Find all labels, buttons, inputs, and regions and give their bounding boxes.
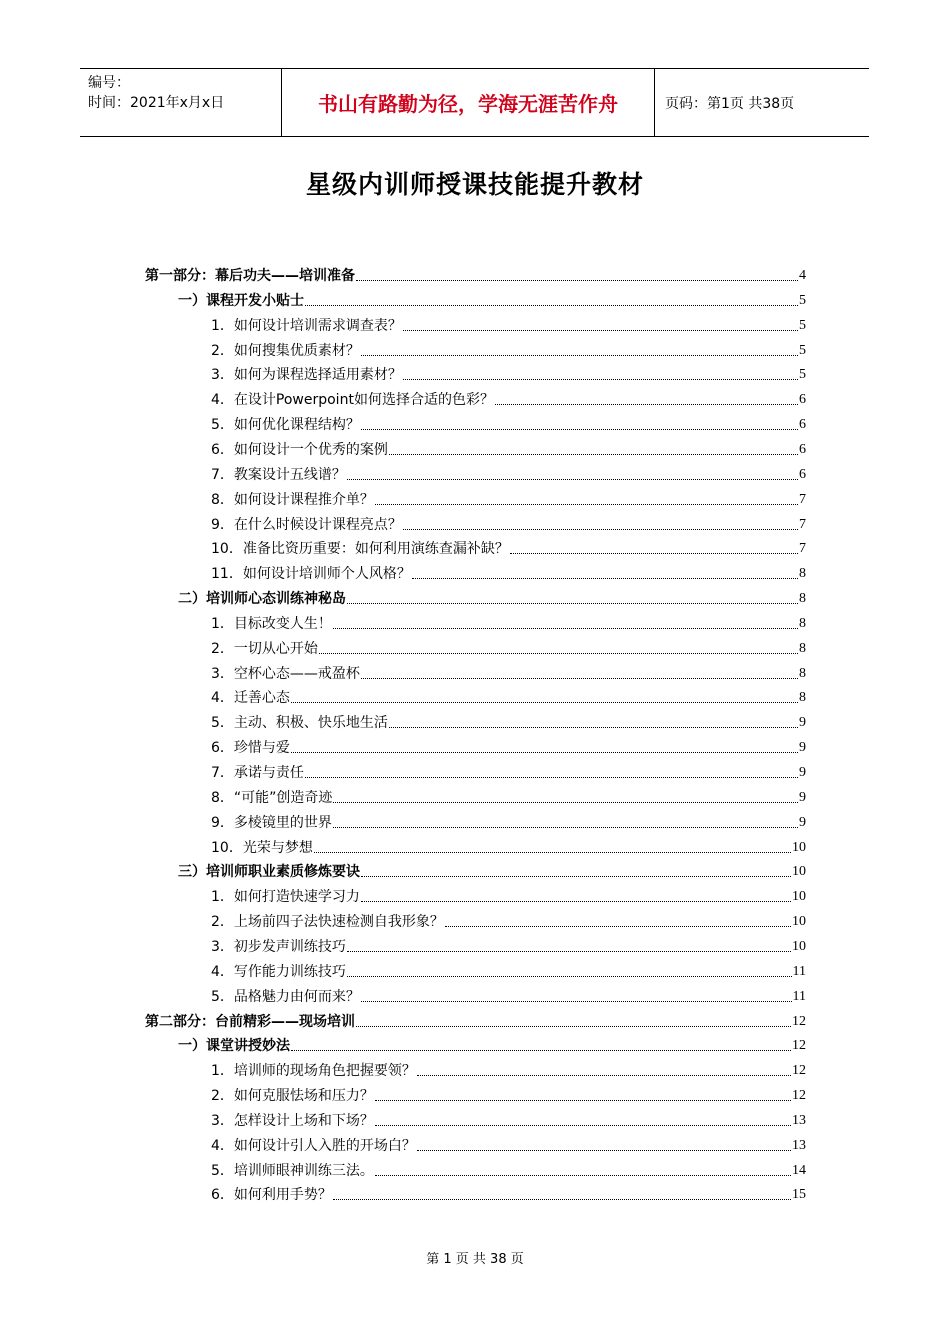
toc-entry[interactable] (211, 534, 806, 558)
toc-entry-page: 9 (799, 740, 806, 756)
toc-entry-page: 14 (792, 1162, 806, 1178)
toc-entry-page: 10 (792, 889, 806, 905)
toc-entry-title: 2．上场前四子法快速检测自我形象？ (211, 914, 444, 931)
toc-entry-title: 1．如何打造快速学习力 (211, 889, 360, 906)
toc-entry[interactable] (211, 1131, 806, 1155)
toc-entry-title: 1．培训师的现场角色把握要领？ (211, 1063, 416, 1080)
toc-entry-page: 9 (799, 715, 806, 731)
toc-leader-dots (417, 1150, 791, 1151)
toc-entry-title: 10．光荣与梦想 (211, 839, 313, 856)
toc-entry[interactable] (211, 336, 806, 360)
toc-entry-page: 8 (799, 566, 806, 582)
toc-leader-dots (445, 926, 791, 927)
toc-entry-title: 3．初步发声训练技巧 (211, 938, 346, 955)
toc-leader-dots (333, 802, 798, 803)
toc-entry-page: 5 (799, 317, 806, 333)
toc-entry-title: 第一部分：幕后功夫——培训准备 (145, 268, 355, 284)
toc-entry-page: 5 (799, 342, 806, 358)
toc-entry-page: 4 (799, 268, 806, 283)
document-header (80, 68, 869, 137)
toc-entry-title: 5．主动、积极、快乐地生活 (211, 715, 388, 732)
toc-entry[interactable] (211, 882, 806, 906)
toc-leader-dots (403, 330, 798, 331)
toc-leader-dots (291, 702, 798, 703)
toc-entry-page: 8 (799, 690, 806, 706)
toc-entry-title: 3．怎样设计上场和下场？ (211, 1112, 374, 1129)
toc-leader-dots (305, 777, 798, 778)
toc-entry[interactable] (211, 1180, 806, 1204)
toc-entry[interactable] (211, 510, 806, 534)
toc-entry[interactable] (211, 808, 806, 832)
toc-entry[interactable] (211, 907, 806, 931)
header-motto: 书山有路勤为径，学海无涯苦作舟 (281, 69, 655, 136)
toc-entry-title: 2．一切从心开始 (211, 640, 318, 657)
toc-leader-dots (417, 1075, 791, 1076)
toc-entry-title: 8．“可能”创造奇迹 (211, 789, 333, 806)
toc-entry-page: 6 (799, 417, 806, 433)
document-title: 星级内训师授课技能提升教材 (305, 170, 644, 199)
toc-entry[interactable] (211, 410, 806, 434)
toc-leader-dots (375, 1175, 791, 1176)
toc-entry-title: 9．在什么时候设计课程亮点？ (211, 516, 402, 533)
time-label: 时间：2021年x月x日 (88, 95, 225, 111)
toc-entry-title: 10．准备比资历重要：如何利用演练查漏补缺？ (211, 541, 509, 558)
toc-entry-title: 二）培训师心态训练神秘岛 (178, 591, 346, 608)
toc-entry-title: 4．写作能力训练技巧 (211, 963, 346, 980)
toc-entry[interactable] (211, 1156, 806, 1180)
toc-entry[interactable] (211, 957, 806, 981)
toc-leader-dots (356, 1026, 791, 1027)
toc-entry[interactable] (178, 857, 806, 881)
toc-entry-title: 9．多棱镜里的世界 (211, 814, 332, 831)
toc-entry-page: 10 (792, 914, 806, 930)
toc-leader-dots (333, 827, 798, 828)
toc-leader-dots (333, 628, 798, 629)
toc-entry[interactable] (211, 982, 806, 1006)
toc-entry-title: 6．珍惜与爱 (211, 740, 290, 757)
toc-leader-dots (495, 404, 798, 405)
toc-leader-dots (375, 504, 798, 505)
toc-leader-dots (389, 454, 798, 455)
toc-entry-page: 8 (799, 665, 806, 681)
toc-entry-page: 6 (799, 441, 806, 457)
header-page-info: 页码：第1页 共38页 (665, 95, 795, 112)
toc-leader-dots (375, 1100, 791, 1101)
page-footer: 第 1 页 共 38 页 (426, 1252, 524, 1267)
header-meta (80, 69, 281, 136)
toc-entry[interactable] (211, 634, 806, 658)
toc-leader-dots (305, 305, 798, 306)
toc-entry-page: 13 (792, 1137, 806, 1153)
toc-leader-dots (510, 553, 798, 554)
toc-entry-title: 2．如何搜集优质素材？ (211, 342, 360, 359)
toc-entry[interactable] (211, 758, 806, 782)
toc-entry[interactable] (211, 1106, 806, 1130)
toc-leader-dots (361, 429, 798, 430)
toc-leader-dots (314, 852, 791, 853)
toc-leader-dots (356, 280, 798, 281)
toc-entry-page: 7 (799, 541, 806, 557)
toc-entry[interactable] (211, 659, 806, 683)
toc-leader-dots (347, 603, 798, 604)
toc-entry-page: 5 (799, 367, 806, 383)
toc-leader-dots (361, 876, 791, 877)
toc-entry[interactable] (211, 733, 806, 757)
toc-entry-page: 9 (799, 765, 806, 780)
toc-entry-title: 6．如何利用手势？ (211, 1187, 332, 1204)
toc-entry[interactable] (178, 584, 806, 608)
toc-leader-dots (361, 355, 798, 356)
toc-entry-page: 10 (792, 938, 806, 954)
toc-leader-dots (361, 1001, 792, 1002)
toc-leader-dots (389, 727, 798, 728)
toc-entry[interactable] (211, 1056, 806, 1080)
toc-entry-page: 6 (799, 392, 806, 408)
toc-entry-page: 8 (799, 615, 806, 631)
toc-entry-title: 3．如何为课程选择适用素材？ (211, 367, 402, 384)
toc-entry-page: 7 (799, 516, 806, 532)
toc-leader-dots (361, 901, 791, 902)
toc-entry-page: 8 (799, 591, 806, 607)
toc-entry-title: 5．培训师眼神训练三法。 (211, 1162, 374, 1179)
toc-leader-dots (361, 678, 798, 679)
toc-entry-page: 9 (799, 789, 806, 805)
toc-entry-title: 3．空杯心态——戒盈杯 (211, 665, 360, 682)
toc-entry-title: 4．在设计Powerpoint如何选择合适的色彩？ (211, 392, 494, 409)
toc-entry-title: 8．如何设计课程推介单？ (211, 491, 374, 508)
toc-entry-title: 5．品格魅力由何而来？ (211, 988, 360, 1005)
toc-leader-dots (347, 951, 791, 952)
toc-entry-page: 10 (792, 839, 806, 855)
toc-entry[interactable] (211, 311, 806, 335)
toc-entry-page: 6 (799, 466, 806, 482)
toc-entry[interactable] (178, 286, 806, 310)
toc-entry-page: 12 (792, 1013, 806, 1029)
toc-entry[interactable] (211, 683, 806, 707)
toc-entry[interactable] (145, 261, 806, 285)
toc-entry[interactable] (211, 460, 806, 484)
toc-entry[interactable] (211, 609, 806, 633)
toc-entry-title: 7．教案设计五线谱？ (211, 466, 346, 483)
toc-entry-page: 11 (792, 988, 806, 1004)
toc-entry-page: 10 (792, 864, 806, 880)
toc-entry-title: 4．迁善心态 (211, 690, 290, 707)
toc-entry-title: 5．如何优化课程结构？ (211, 417, 360, 434)
toc-entry-title: 6．如何设计一个优秀的案例 (211, 441, 388, 458)
toc-leader-dots (403, 379, 798, 380)
toc-leader-dots (291, 752, 798, 753)
toc-entry[interactable] (211, 833, 806, 857)
toc-entry-page: 8 (799, 640, 806, 656)
toc-entry-title: 1．目标改变人生！ (211, 615, 332, 632)
toc-leader-dots (333, 1199, 791, 1200)
toc-entry[interactable] (211, 485, 806, 509)
toc-leader-dots (347, 976, 792, 977)
toc-entry-title: 11．如何设计培训师个人风格？ (211, 566, 411, 583)
toc-entry-title: 第二部分：台前精彩——现场培训 (145, 1013, 355, 1030)
toc-entry-title: 三）培训师职业素质修炼要诀 (178, 864, 360, 881)
toc-entry-page: 5 (799, 292, 806, 308)
number-label: 编号： (88, 75, 130, 91)
toc-entry[interactable] (211, 435, 806, 459)
toc-entry[interactable] (211, 559, 806, 583)
toc-leader-dots (412, 578, 798, 579)
toc-entry-title: 一）课程开发小贴士 (178, 292, 304, 309)
toc-entry-page: 13 (792, 1112, 806, 1128)
toc-entry-title: 7．承诺与责任 (211, 765, 304, 781)
toc-leader-dots (291, 1050, 791, 1051)
toc-leader-dots (403, 529, 798, 530)
toc-entry-page: 9 (799, 814, 806, 830)
toc-entry-page: 12 (792, 1063, 806, 1079)
toc-entry[interactable] (211, 783, 806, 807)
toc-entry[interactable] (211, 932, 806, 956)
toc-entry-page: 15 (792, 1187, 806, 1203)
toc-entry[interactable] (211, 385, 806, 409)
toc-entry-title: 2．如何克服怯场和压力？ (211, 1088, 374, 1105)
toc-entry-title: 一）课堂讲授妙法 (178, 1038, 290, 1055)
toc-entry-page: 7 (799, 491, 806, 507)
toc-entry-page: 11 (792, 963, 806, 979)
toc-entry-title: 4．如何设计引人入胜的开场白？ (211, 1137, 416, 1154)
toc-leader-dots (347, 479, 798, 480)
toc-leader-dots (375, 1125, 791, 1126)
toc-entry[interactable] (211, 1081, 806, 1105)
toc-entry[interactable] (178, 1031, 806, 1055)
toc-entry[interactable] (145, 1007, 806, 1031)
toc-entry[interactable] (211, 360, 806, 384)
toc-entry-page: 12 (792, 1088, 806, 1104)
toc-entry[interactable] (211, 708, 806, 732)
toc-entry-title: 1．如何设计培训需求调查表？ (211, 317, 402, 334)
toc-entry-page: 12 (792, 1038, 806, 1054)
toc-leader-dots (319, 653, 798, 654)
